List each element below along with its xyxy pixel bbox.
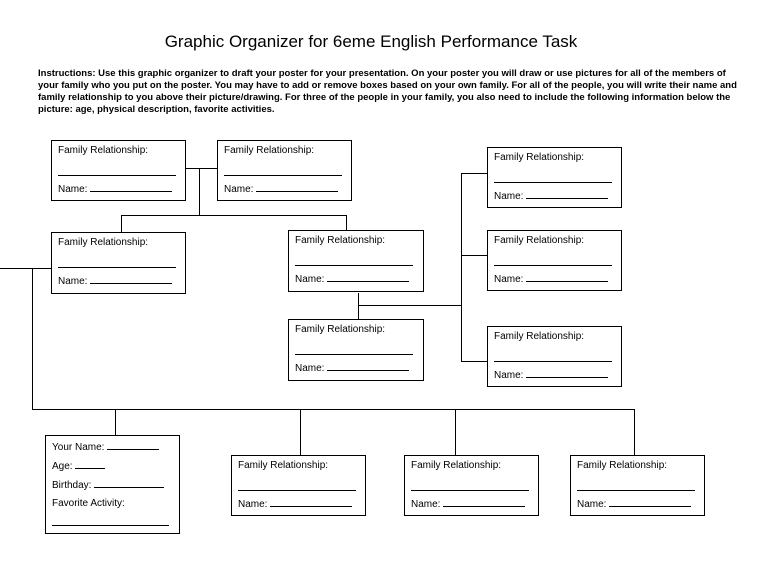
relationship-label: Family Relationship: <box>577 460 668 471</box>
birthday-label: Birthday: <box>52 480 92 491</box>
instructions: Instructions: Use this graphic organizer to draft your poster for your presentation. On your poster you will draw or use pictures for all of the members of your family who you put on the poster. You may have to add or remove boxes based on your own family. For all of the people, you will write their name and family relationship to you above their picture/drawing. For three of the people in your family, you also need to include the following information below the picture: age, physical description, favorite activities. <box>38 68 737 115</box>
birthday-blank[interactable] <box>94 478 164 488</box>
relationship-label: Family Relationship: <box>494 235 585 246</box>
name-label: Name: <box>224 184 254 195</box>
family-box <box>487 326 622 387</box>
relationship-blank[interactable] <box>494 256 612 266</box>
relationship-blank[interactable] <box>577 481 695 491</box>
relationship-blank[interactable] <box>295 345 413 355</box>
relationship-label: Family Relationship: <box>58 145 149 156</box>
relationship-label: Family Relationship: <box>494 152 585 163</box>
relationship-blank[interactable] <box>295 256 413 266</box>
relationship-label: Family Relationship: <box>295 235 386 246</box>
relationship-label: Family Relationship: <box>411 460 502 471</box>
relationship-blank[interactable] <box>238 481 356 491</box>
name-blank[interactable] <box>90 274 172 284</box>
relationship-label: Family Relationship: <box>238 460 329 471</box>
age-blank[interactable] <box>75 459 105 469</box>
name-blank[interactable] <box>443 497 525 507</box>
relationship-blank[interactable] <box>58 166 176 176</box>
family-box <box>51 232 186 294</box>
family-box <box>404 455 539 516</box>
relationship-label: Family Relationship: <box>224 145 315 156</box>
family-box <box>288 319 424 381</box>
relationship-label: Family Relationship: <box>494 331 585 342</box>
name-label: Name: <box>494 370 524 381</box>
family-box <box>570 455 705 516</box>
relationship-blank[interactable] <box>494 352 612 362</box>
family-box <box>288 230 424 292</box>
name-blank[interactable] <box>256 182 338 192</box>
your-name-label: Your Name: <box>52 442 105 453</box>
name-blank[interactable] <box>270 497 352 507</box>
favorite-activity-label: Favorite Activity: <box>52 498 125 509</box>
your-name-blank[interactable] <box>107 440 159 450</box>
name-label: Name: <box>411 499 441 510</box>
family-box <box>487 230 622 291</box>
relationship-blank[interactable] <box>411 481 529 491</box>
name-blank[interactable] <box>526 189 608 199</box>
relationship-blank[interactable] <box>58 258 176 268</box>
name-blank[interactable] <box>327 272 409 282</box>
relationship-label: Family Relationship: <box>58 237 149 248</box>
page-title: Graphic Organizer for 6eme English Performance Task <box>164 32 578 51</box>
name-label: Name: <box>494 274 524 285</box>
family-box <box>51 140 186 201</box>
relationship-blank[interactable] <box>494 173 612 183</box>
name-label: Name: <box>577 499 607 510</box>
family-box <box>217 140 352 201</box>
name-label: Name: <box>295 363 325 374</box>
name-blank[interactable] <box>327 361 409 371</box>
age-label: Age: <box>52 461 73 472</box>
family-box <box>231 455 366 516</box>
name-label: Name: <box>58 276 88 287</box>
you-box <box>45 435 180 534</box>
favorite-activity-blank[interactable] <box>52 516 169 526</box>
name-blank[interactable] <box>526 272 608 282</box>
name-blank[interactable] <box>609 497 691 507</box>
name-label: Name: <box>238 499 268 510</box>
family-box <box>487 147 622 208</box>
name-label: Name: <box>295 274 325 285</box>
name-label: Name: <box>58 184 88 195</box>
name-blank[interactable] <box>90 182 172 192</box>
name-label: Name: <box>494 191 524 202</box>
relationship-blank[interactable] <box>224 166 342 176</box>
relationship-label: Family Relationship: <box>295 324 386 335</box>
name-blank[interactable] <box>526 368 608 378</box>
